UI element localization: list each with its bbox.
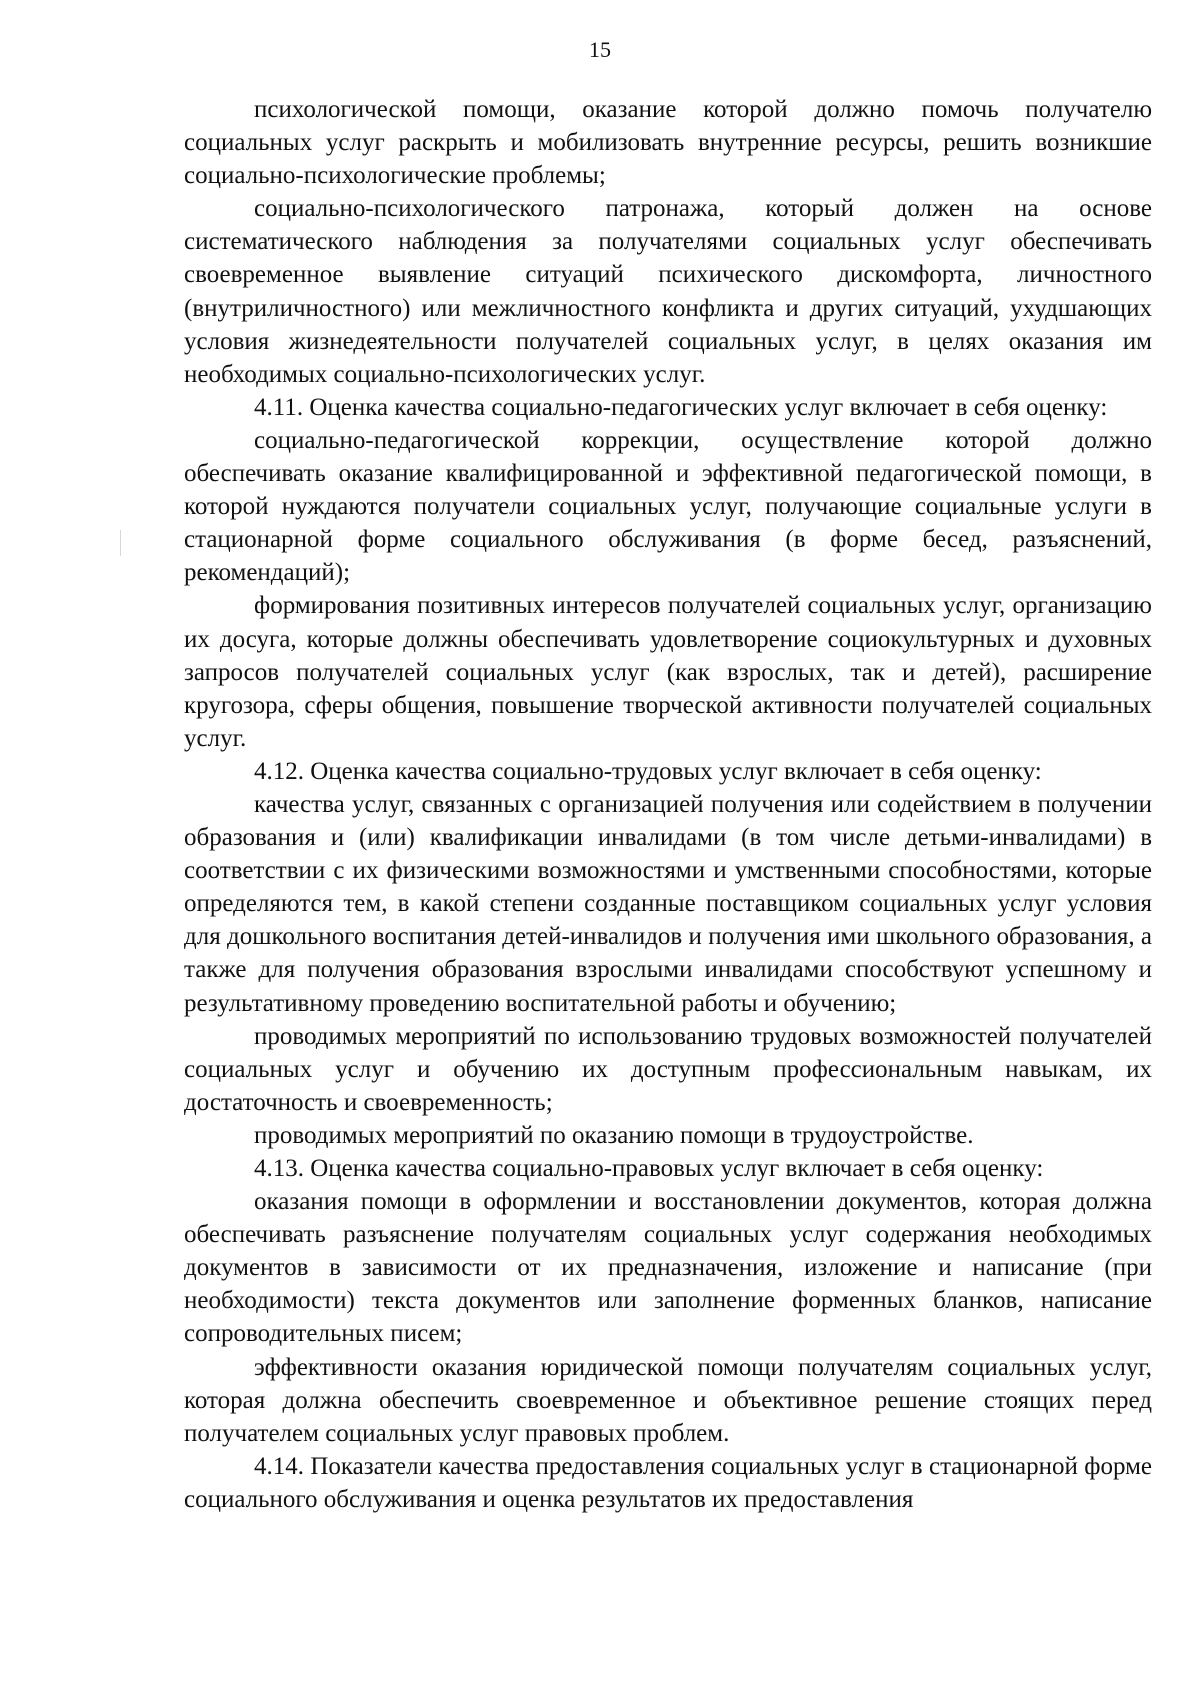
paragraph-education-quality: качества услуг, связанных с организацией получения или содействием в получении образования и (или) квалификации инвалидами (в том числе детьми-инвалидами) в соответствии с их физическими возможностями и умственными способностями, которые определяются тем, в какой степени созданные поставщиком социальных услуг условия для дошкольного воспитания детей-инвалидов и получения ими школьного образования, а также для получения образования взрослыми инвалидами способствуют успешному и результативному проведению воспитательной работы и обучению; bbox=[184, 790, 1152, 1017]
scan-artifact bbox=[120, 530, 121, 556]
section-4-13-heading: 4.13. Оценка качества социально-правовых услуг включает в себя оценку: bbox=[254, 1155, 1044, 1182]
section-4-14-heading: 4.14. Показатели качества предоставления социальных услуг в стационарной форме социального обслуживания и оценка результатов их предоставления bbox=[184, 1452, 1152, 1513]
paragraph-psychological-help: психологической помощи, оказание которой должно помочь получателю социальных услуг раскрыть и мобилизовать внутренние ресурсы, решить возникшие социально-психологические проблемы; bbox=[184, 96, 1152, 190]
paragraph-labor-opportunities: проводимых мероприятий по использованию трудовых возможностей получателей социальных услуг и обучению их доступным профессиональным навыкам, их достаточность и своевременность; bbox=[184, 1022, 1152, 1116]
paragraph-psychological-patronage: социально-психологического патронажа, который должен на основе систематического наблюдения за получателями социальных услуг обеспечивать своевременное выявление ситуаций психического дискомфорта, личностного (внутриличностного) или межличностного конфликта и других ситуаций, ухудшающих условия жизнедеятельности получателей социальных услуг, в целях оказания им необходимых социально-психологических услуг. bbox=[184, 195, 1152, 388]
section-4-12-heading: 4.12. Оценка качества социально-трудовых услуг включает в себя оценку: bbox=[254, 757, 1042, 785]
paragraph-legal-help: эффективности оказания юридической помощи получателям социальных услуг, которая должна обеспечить своевременное и объективное решение стоящих перед получателем социальных услуг правовых проблем. bbox=[184, 1353, 1152, 1447]
paragraph-positive-interests: формирования позитивных интересов получателей социальных услуг, организацию их досуга, которые должны обеспечивать удовлетворение социокультурных и духовных запросов получателей социальных услуг (как взрослых, так и детей), расширение кругозора, сферы общения, повышение творческой активности получателей социальных услуг. bbox=[184, 592, 1152, 752]
document-body bbox=[184, 93, 1152, 1516]
paragraph-employment-help: проводимых мероприятий по оказанию помощи в трудоустройстве. bbox=[254, 1121, 974, 1149]
page-number: 15 bbox=[589, 37, 611, 62]
paragraph-pedagogical-correction: социально-педагогической коррекции, осуществление которой должно обеспечивать оказание квалифицированной и эффективной педагогической помощи, в которой нуждаются получатели социальных услуг, получающие социальные услуги в стационарной форме социального обслуживания (в форме бесед, разъяснений, рекомендаций); bbox=[184, 426, 1152, 587]
paragraph-documents-help: оказания помощи в оформлении и восстановлении документов, которая должна обеспечивать разъяснение получателям социальных услуг содержания необходимых документов в зависимости от их предназначения, изложение и написание (при необходимости) текста документов или заполнение форменных бланков, написание сопроводительных писем; bbox=[184, 1188, 1152, 1348]
section-4-11-heading: 4.11. Оценка качества социально-педагогических услуг включает в себя оценку: bbox=[254, 393, 1108, 421]
